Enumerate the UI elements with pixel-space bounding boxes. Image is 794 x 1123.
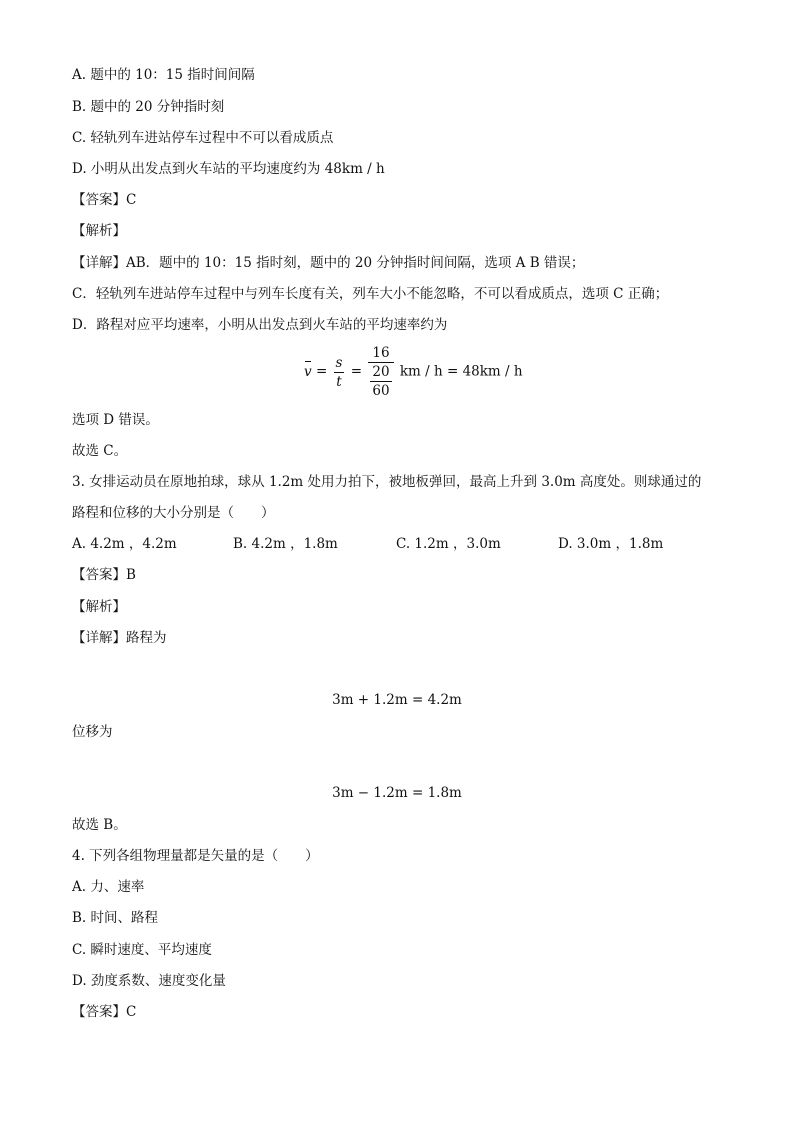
fraction-denominator-t: t	[336, 373, 342, 390]
formula-result: km / h = 48km / h	[399, 363, 523, 380]
q2-detail-ab: 【详解】AB．题中的 10：15 指时刻，题中的 20 分钟指时间间隔，选项 A B 错误；	[72, 255, 585, 271]
q2-option-b: B. 题中的 20 分钟指时刻	[72, 99, 225, 115]
q3-stem-line2: 路程和位移的大小分别是（ ）	[72, 505, 275, 521]
q3-option-d: D. 3.0m ，1.8m	[558, 536, 664, 552]
fraction-numerator-16: 16	[368, 344, 393, 363]
q3-distance-formula: 3m + 1.2m = 4.2m	[332, 692, 462, 708]
fraction-numerator-s: s	[335, 354, 343, 371]
fraction-denominator-60: 60	[372, 383, 390, 399]
q2-answer: 【答案】C	[72, 192, 137, 208]
q4-option-a: A. 力、速率	[72, 879, 145, 895]
q3-option-b: B. 4.2m ，1.8m	[233, 536, 338, 552]
fraction-16-over-20-60	[368, 344, 393, 400]
fraction-numerator-20: 20	[372, 364, 390, 380]
q2-option-c: C. 轻轨列车进站停车过程中不可以看成质点	[72, 130, 334, 146]
q3-displacement-label: 位移为	[72, 724, 113, 740]
q3-displacement-formula: 3m − 1.2m = 1.8m	[332, 785, 462, 801]
q2-option-d: D. 小明从出发点到火车站的平均速度约为 48km / h	[72, 161, 385, 177]
q2-detail-d: D．路程对应平均速率，小明从出发点到火车站的平均速率约为	[72, 317, 448, 333]
q2-analysis-heading: 【解析】	[72, 223, 126, 239]
q3-option-a: A. 4.2m ，4.2m	[72, 536, 177, 552]
q3-option-c: C. 1.2m ，3.0m	[396, 536, 501, 552]
q2-choose: 故选 C。	[72, 443, 128, 459]
fraction-s-over-t	[334, 354, 345, 391]
q3-choose: 故选 B。	[72, 817, 127, 833]
formula-equals-2: =	[350, 363, 363, 380]
q4-option-d: D. 劲度系数、速度变化量	[72, 973, 226, 989]
q2-d-wrong: 选项 D 错误。	[72, 412, 159, 428]
average-speed-formula	[304, 344, 523, 400]
formula-equals-1: =	[315, 363, 328, 380]
q4-stem: 4. 下列各组物理量都是矢量的是（ ）	[72, 848, 319, 864]
q3-stem-line1: 3. 女排运动员在原地拍球，球从 1.2m 处用力拍下，被地板弹回，最高上升到 3.0m 高度处。则球通过的	[72, 474, 702, 490]
q2-option-a: A. 题中的 10：15 指时间间隔	[72, 67, 255, 83]
q3-analysis-heading: 【解析】	[72, 599, 126, 615]
q2-detail-c: C．轻轨列车进站停车过程中与列车长度有关，列车大小不能忽略，不可以看成质点，选项 C 正确；	[72, 286, 669, 302]
q4-option-c: C. 瞬时速度、平均速度	[72, 942, 212, 958]
q3-answer: 【答案】B	[72, 567, 136, 583]
q4-answer: 【答案】C	[72, 1004, 137, 1020]
q3-detail: 【详解】路程为	[72, 630, 167, 646]
fraction-20-over-60	[368, 363, 393, 400]
v-bar-symbol: v	[304, 363, 312, 380]
q4-option-b: B. 时间、路程	[72, 910, 159, 926]
